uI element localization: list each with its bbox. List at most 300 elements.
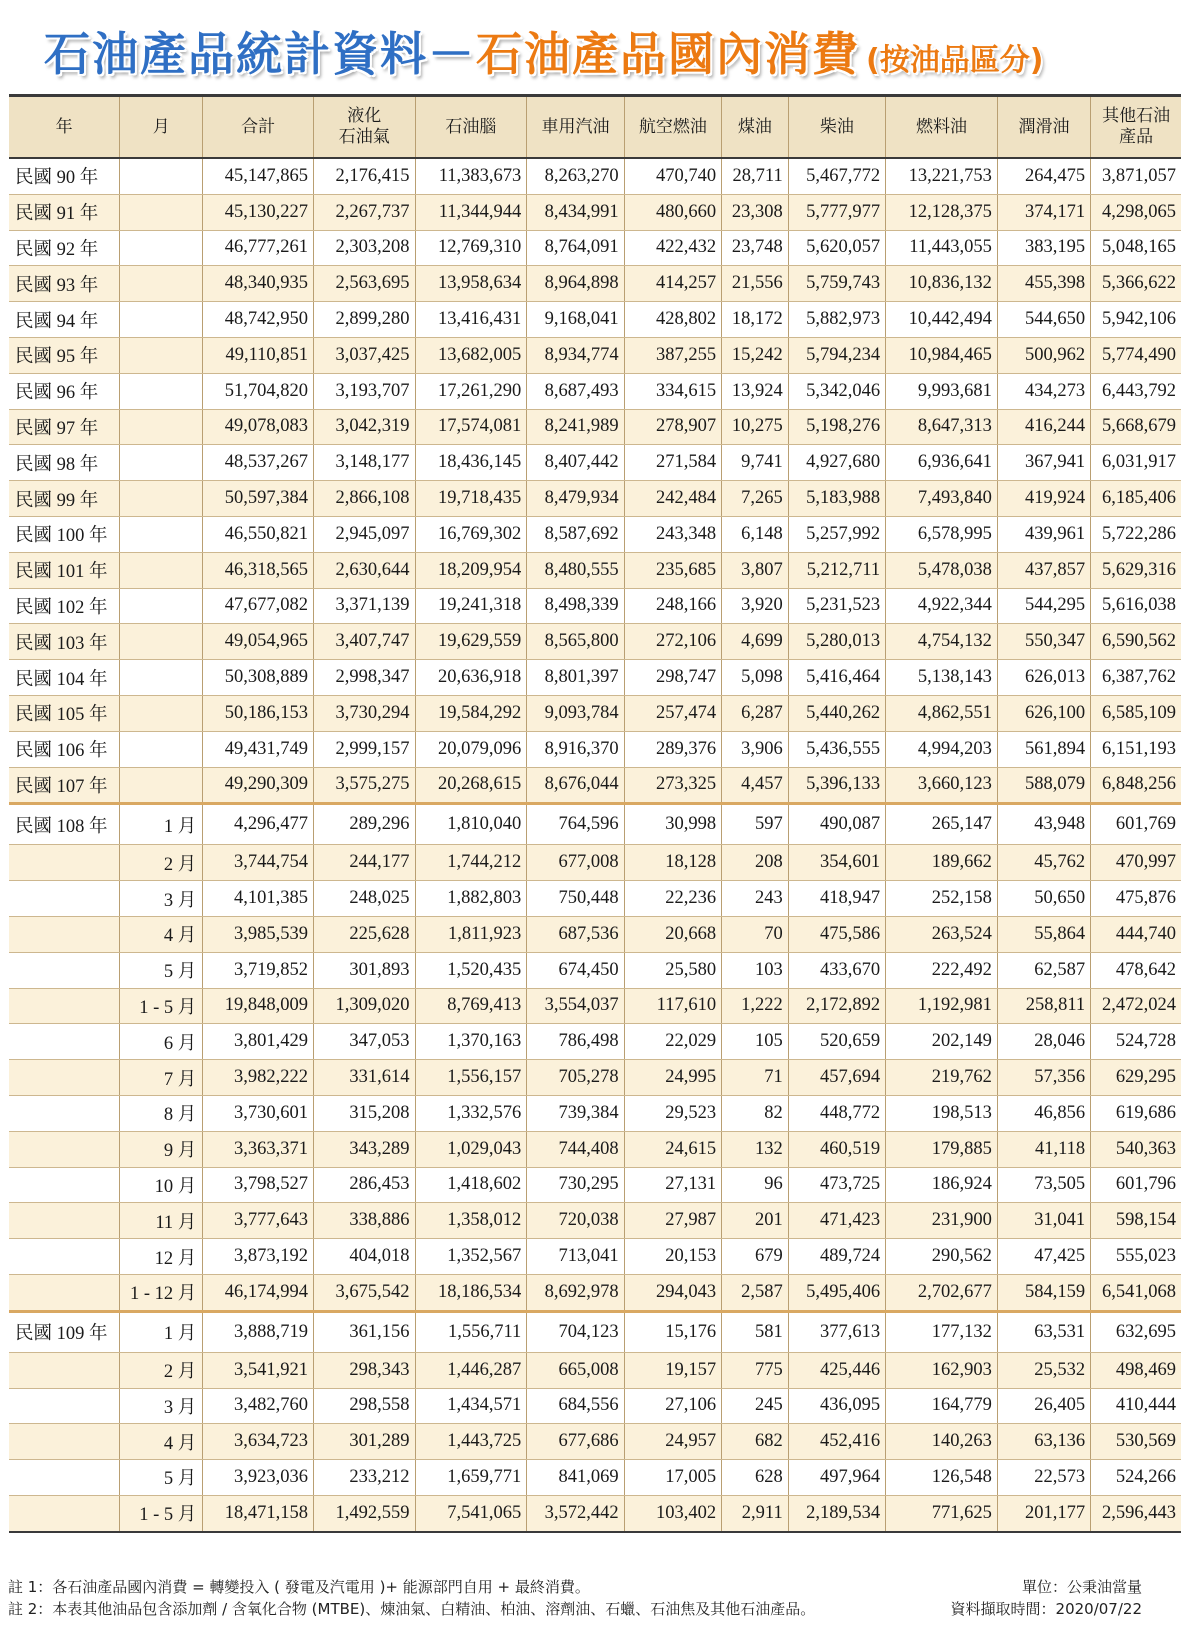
year-cell: 民國 95 年 [9, 337, 120, 373]
value-cell: 3,371,139 [314, 588, 416, 624]
value-cell: 470,997 [1091, 845, 1181, 881]
value-cell: 361,156 [314, 1311, 416, 1352]
value-cell: 273,325 [624, 767, 721, 804]
value-cell: 414,257 [624, 266, 721, 302]
year-cell: 民國 106 年 [9, 731, 120, 767]
table-row [9, 1167, 1181, 1203]
value-cell: 2,911 [722, 1495, 789, 1531]
value-cell: 367,941 [997, 445, 1090, 481]
value-cell: 588,079 [997, 767, 1090, 804]
value-cell: 7,493,840 [886, 481, 998, 517]
table-row [9, 1311, 1181, 1352]
value-cell: 271,584 [624, 445, 721, 481]
value-cell: 5,231,523 [788, 588, 885, 624]
value-cell: 243 [722, 881, 789, 917]
value-cell: 289,376 [624, 731, 721, 767]
value-cell: 6,848,256 [1091, 767, 1181, 804]
value-cell: 3,037,425 [314, 337, 416, 373]
value-cell: 189,662 [886, 845, 998, 881]
year-cell [9, 1460, 120, 1496]
value-cell: 597 [722, 804, 789, 845]
value-cell: 3,730,601 [203, 1095, 314, 1131]
consumption-table [9, 94, 1181, 1533]
value-cell: 677,686 [527, 1424, 624, 1460]
value-cell: 470,740 [624, 158, 721, 194]
value-cell: 46,174,994 [203, 1274, 314, 1311]
value-cell: 25,532 [997, 1352, 1090, 1388]
year-cell [9, 1388, 120, 1424]
value-cell: 1,556,711 [415, 1311, 527, 1352]
value-cell: 222,492 [886, 952, 998, 988]
value-cell: 5,436,555 [788, 731, 885, 767]
year-cell [9, 1060, 120, 1096]
value-cell: 471,423 [788, 1203, 885, 1239]
value-cell: 684,556 [527, 1388, 624, 1424]
value-cell: 24,995 [624, 1060, 721, 1096]
value-cell: 278,907 [624, 409, 721, 445]
table-row [9, 1352, 1181, 1388]
value-cell: 744,408 [527, 1131, 624, 1167]
value-cell: 434,273 [997, 373, 1090, 409]
value-cell: 70 [722, 916, 789, 952]
value-cell: 1,352,567 [415, 1239, 527, 1275]
value-cell: 202,149 [886, 1024, 998, 1060]
value-cell: 8,480,555 [527, 552, 624, 588]
value-cell: 343,289 [314, 1131, 416, 1167]
value-cell: 48,537,267 [203, 445, 314, 481]
value-cell: 20,153 [624, 1239, 721, 1275]
value-cell: 3,193,707 [314, 373, 416, 409]
value-cell: 5,722,286 [1091, 516, 1181, 552]
value-cell: 117,610 [624, 988, 721, 1024]
value-cell: 8,241,989 [527, 409, 624, 445]
value-cell: 63,136 [997, 1424, 1090, 1460]
value-cell: 383,195 [997, 230, 1090, 266]
value-cell: 5,280,013 [788, 624, 885, 660]
month-cell: 8 月 [120, 1095, 203, 1131]
value-cell: 374,171 [997, 194, 1090, 230]
value-cell: 1,659,771 [415, 1460, 527, 1496]
value-cell: 5,198,276 [788, 409, 885, 445]
value-cell: 8,769,413 [415, 988, 527, 1024]
value-cell: 21,556 [722, 266, 789, 302]
value-cell: 45,762 [997, 845, 1090, 881]
value-cell: 5,668,679 [1091, 409, 1181, 445]
value-cell: 46,318,565 [203, 552, 314, 588]
value-cell: 1,446,287 [415, 1352, 527, 1388]
unit-label: 單位：公秉油當量 [1021, 1578, 1142, 1596]
value-cell: 2,702,677 [886, 1274, 998, 1311]
value-cell: 27,987 [624, 1203, 721, 1239]
value-cell: 22,029 [624, 1024, 721, 1060]
month-cell: 5 月 [120, 1460, 203, 1496]
value-cell: 771,625 [886, 1495, 998, 1531]
value-cell: 179,885 [886, 1131, 998, 1167]
month-cell: 10 月 [120, 1167, 203, 1203]
value-cell: 3,801,429 [203, 1024, 314, 1060]
year-cell [9, 1095, 120, 1131]
column-header: 潤滑油 [997, 96, 1090, 159]
value-cell: 24,957 [624, 1424, 721, 1460]
value-cell: 3,554,037 [527, 988, 624, 1024]
value-cell: 764,596 [527, 804, 624, 845]
value-cell: 265,147 [886, 804, 998, 845]
year-cell: 民國 108 年 [9, 804, 120, 845]
value-cell: 480,660 [624, 194, 721, 230]
value-cell: 5,620,057 [788, 230, 885, 266]
value-cell: 5,794,234 [788, 337, 885, 373]
value-cell: 3,982,222 [203, 1060, 314, 1096]
value-cell: 9,168,041 [527, 302, 624, 338]
value-cell: 2,630,644 [314, 552, 416, 588]
value-cell: 105 [722, 1024, 789, 1060]
value-cell: 677,008 [527, 845, 624, 881]
value-cell: 17,005 [624, 1460, 721, 1496]
value-cell: 244,177 [314, 845, 416, 881]
value-cell: 5,629,316 [1091, 552, 1181, 588]
value-cell: 6,185,406 [1091, 481, 1181, 517]
value-cell: 10,275 [722, 409, 789, 445]
value-cell: 13,682,005 [415, 337, 527, 373]
value-cell: 497,964 [788, 1460, 885, 1496]
value-cell: 3,985,539 [203, 916, 314, 952]
month-cell: 6 月 [120, 1024, 203, 1060]
value-cell: 5,467,772 [788, 158, 885, 194]
table-row [9, 409, 1181, 445]
year-cell: 民國 93 年 [9, 266, 120, 302]
column-header: 煤油 [722, 96, 789, 159]
month-cell [120, 552, 203, 588]
value-cell: 530,569 [1091, 1424, 1181, 1460]
annual-rows [9, 158, 1181, 804]
value-cell: 601,796 [1091, 1167, 1181, 1203]
table-row [9, 1203, 1181, 1239]
year-cell: 民國 99 年 [9, 481, 120, 517]
value-cell: 1,556,157 [415, 1060, 527, 1096]
month-cell [120, 266, 203, 302]
value-cell: 6,151,193 [1091, 731, 1181, 767]
year-cell: 民國 100 年 [9, 516, 120, 552]
month-cell [120, 481, 203, 517]
table-row [9, 1274, 1181, 1311]
value-cell: 298,747 [624, 660, 721, 696]
value-cell: 15,242 [722, 337, 789, 373]
value-cell: 248,025 [314, 881, 416, 917]
value-cell: 50,650 [997, 881, 1090, 917]
month-cell: 1 月 [120, 1311, 203, 1352]
value-cell: 475,586 [788, 916, 885, 952]
value-cell: 7,541,065 [415, 1495, 527, 1531]
column-header: 柴油 [788, 96, 885, 159]
year-cell [9, 1274, 120, 1311]
value-cell: 11,344,944 [415, 194, 527, 230]
value-cell: 12,128,375 [886, 194, 998, 230]
value-cell: 18,471,158 [203, 1495, 314, 1531]
value-cell: 1,370,163 [415, 1024, 527, 1060]
value-cell: 544,295 [997, 588, 1090, 624]
value-cell: 6,590,562 [1091, 624, 1181, 660]
year-cell: 民國 97 年 [9, 409, 120, 445]
year-cell: 民國 94 年 [9, 302, 120, 338]
value-cell: 258,811 [997, 988, 1090, 1024]
value-cell: 626,100 [997, 695, 1090, 731]
value-cell: 9,741 [722, 445, 789, 481]
year-cell: 民國 101 年 [9, 552, 120, 588]
year-cell: 民國 98 年 [9, 445, 120, 481]
month-cell: 11 月 [120, 1203, 203, 1239]
value-cell: 43,948 [997, 804, 1090, 845]
value-cell: 5,616,038 [1091, 588, 1181, 624]
table-row [9, 1495, 1181, 1531]
value-cell: 4,994,203 [886, 731, 998, 767]
value-cell: 235,685 [624, 552, 721, 588]
month-cell [120, 158, 203, 194]
value-cell: 225,628 [314, 916, 416, 952]
year-cell [9, 1424, 120, 1460]
value-cell: 473,725 [788, 1167, 885, 1203]
value-cell: 455,398 [997, 266, 1090, 302]
value-cell: 8,407,442 [527, 445, 624, 481]
month-cell [120, 731, 203, 767]
value-cell: 3,675,542 [314, 1274, 416, 1311]
value-cell: 2,189,534 [788, 1495, 885, 1531]
value-cell: 50,597,384 [203, 481, 314, 517]
value-cell: 347,053 [314, 1024, 416, 1060]
value-cell: 5,478,038 [886, 552, 998, 588]
value-cell: 26,405 [997, 1388, 1090, 1424]
value-cell: 5,777,977 [788, 194, 885, 230]
value-cell: 433,670 [788, 952, 885, 988]
value-cell: 713,041 [527, 1239, 624, 1275]
value-cell: 63,531 [997, 1311, 1090, 1352]
value-cell: 4,298,065 [1091, 194, 1181, 230]
value-cell: 377,613 [788, 1311, 885, 1352]
value-cell: 1,811,923 [415, 916, 527, 952]
year-cell: 民國 92 年 [9, 230, 120, 266]
year-cell: 民國 90 年 [9, 158, 120, 194]
value-cell: 4,457 [722, 767, 789, 804]
value-cell: 41,118 [997, 1131, 1090, 1167]
value-cell: 1,492,559 [314, 1495, 416, 1531]
table-row [9, 552, 1181, 588]
value-cell: 9,993,681 [886, 373, 998, 409]
column-header: 年 [9, 96, 120, 159]
month-cell: 1 月 [120, 804, 203, 845]
month-cell: 3 月 [120, 881, 203, 917]
table-meta [951, 1576, 1142, 1620]
value-cell: 23,748 [722, 230, 789, 266]
value-cell: 682 [722, 1424, 789, 1460]
value-cell: 460,519 [788, 1131, 885, 1167]
value-cell: 5,183,988 [788, 481, 885, 517]
value-cell: 3,660,123 [886, 767, 998, 804]
value-cell: 4,699 [722, 624, 789, 660]
year-cell [9, 881, 120, 917]
value-cell: 628 [722, 1460, 789, 1496]
value-cell: 272,106 [624, 624, 721, 660]
value-cell: 242,484 [624, 481, 721, 517]
value-cell: 2,998,347 [314, 660, 416, 696]
value-cell: 598,154 [1091, 1203, 1181, 1239]
value-cell: 2,172,892 [788, 988, 885, 1024]
year-cell [9, 1203, 120, 1239]
year-cell [9, 1131, 120, 1167]
value-cell: 584,159 [997, 1274, 1090, 1311]
column-header: 液化 石油氣 [314, 96, 416, 159]
value-cell: 5,138,143 [886, 660, 998, 696]
value-cell: 5,882,973 [788, 302, 885, 338]
value-cell: 9,093,784 [527, 695, 624, 731]
table-row [9, 916, 1181, 952]
value-cell: 5,440,262 [788, 695, 885, 731]
value-cell: 15,176 [624, 1311, 721, 1352]
year-cell [9, 1239, 120, 1275]
month-cell: 9 月 [120, 1131, 203, 1167]
value-cell: 289,296 [314, 804, 416, 845]
month-cell [120, 695, 203, 731]
value-cell: 208 [722, 845, 789, 881]
month-cell: 2 月 [120, 1352, 203, 1388]
value-cell: 2,945,097 [314, 516, 416, 552]
value-cell: 257,474 [624, 695, 721, 731]
rows-109 [9, 1311, 1181, 1531]
year-cell: 民國 105 年 [9, 695, 120, 731]
value-cell: 4,922,344 [886, 588, 998, 624]
table-header [9, 96, 1181, 159]
value-cell: 3,363,371 [203, 1131, 314, 1167]
table-row [9, 588, 1181, 624]
month-cell: 7 月 [120, 1060, 203, 1096]
title-highlight: 石油產品國內消費 [476, 27, 860, 81]
value-cell: 20,079,096 [415, 731, 527, 767]
value-cell: 1,744,212 [415, 845, 527, 881]
value-cell: 46,550,821 [203, 516, 314, 552]
value-cell: 245 [722, 1388, 789, 1424]
month-cell [120, 373, 203, 409]
value-cell: 632,695 [1091, 1311, 1181, 1352]
table-row [9, 1095, 1181, 1131]
value-cell: 601,769 [1091, 804, 1181, 845]
value-cell: 1,309,020 [314, 988, 416, 1024]
value-cell: 132 [722, 1131, 789, 1167]
value-cell: 13,958,634 [415, 266, 527, 302]
value-cell: 331,614 [314, 1060, 416, 1096]
value-cell: 387,255 [624, 337, 721, 373]
value-cell: 19,718,435 [415, 481, 527, 517]
value-cell: 27,131 [624, 1167, 721, 1203]
month-cell: 4 月 [120, 916, 203, 952]
value-cell: 8,934,774 [527, 337, 624, 373]
value-cell: 490,087 [788, 804, 885, 845]
value-cell: 3,807 [722, 552, 789, 588]
value-cell: 422,432 [624, 230, 721, 266]
value-cell: 334,615 [624, 373, 721, 409]
value-cell: 17,574,081 [415, 409, 527, 445]
value-cell: 3,906 [722, 731, 789, 767]
value-cell: 2,999,157 [314, 731, 416, 767]
value-cell: 31,041 [997, 1203, 1090, 1239]
title-main: 石油產品統計資料－ [44, 27, 476, 81]
value-cell: 19,157 [624, 1352, 721, 1388]
value-cell: 436,095 [788, 1388, 885, 1424]
table-row [9, 1460, 1181, 1496]
value-cell: 48,340,935 [203, 266, 314, 302]
value-cell: 7,265 [722, 481, 789, 517]
value-cell: 5,774,490 [1091, 337, 1181, 373]
value-cell: 198,513 [886, 1095, 998, 1131]
value-cell: 3,541,921 [203, 1352, 314, 1388]
value-cell: 24,615 [624, 1131, 721, 1167]
table-row [9, 845, 1181, 881]
value-cell: 419,924 [997, 481, 1090, 517]
value-cell: 1,443,725 [415, 1424, 527, 1460]
table-row [9, 1131, 1181, 1167]
value-cell: 1,029,043 [415, 1131, 527, 1167]
value-cell: 49,078,083 [203, 409, 314, 445]
value-cell: 5,098 [722, 660, 789, 696]
value-cell: 45,147,865 [203, 158, 314, 194]
page-title [44, 18, 1043, 88]
value-cell: 3,871,057 [1091, 158, 1181, 194]
value-cell: 4,754,132 [886, 624, 998, 660]
value-cell: 775 [722, 1352, 789, 1388]
value-cell: 5,048,165 [1091, 230, 1181, 266]
value-cell: 704,123 [527, 1311, 624, 1352]
value-cell: 5,342,046 [788, 373, 885, 409]
value-cell: 6,578,995 [886, 516, 998, 552]
value-cell: 301,893 [314, 952, 416, 988]
value-cell: 3,798,527 [203, 1167, 314, 1203]
table-row [9, 373, 1181, 409]
table-row [9, 988, 1181, 1024]
value-cell: 5,495,406 [788, 1274, 885, 1311]
value-cell: 489,724 [788, 1239, 885, 1275]
value-cell: 17,261,290 [415, 373, 527, 409]
value-cell: 248,166 [624, 588, 721, 624]
value-cell: 3,482,760 [203, 1388, 314, 1424]
month-cell: 5 月 [120, 952, 203, 988]
column-header: 其他石油 產品 [1091, 96, 1181, 159]
value-cell: 1,882,803 [415, 881, 527, 917]
value-cell: 4,862,551 [886, 695, 998, 731]
value-cell: 5,257,992 [788, 516, 885, 552]
value-cell: 18,186,534 [415, 1274, 527, 1311]
value-cell: 264,475 [997, 158, 1090, 194]
value-cell: 720,038 [527, 1203, 624, 1239]
value-cell: 6,287 [722, 695, 789, 731]
column-header: 月 [120, 96, 203, 159]
value-cell: 786,498 [527, 1024, 624, 1060]
table-row [9, 952, 1181, 988]
column-header: 石油腦 [415, 96, 527, 159]
value-cell: 520,659 [788, 1024, 885, 1060]
table-row [9, 695, 1181, 731]
value-cell: 12,769,310 [415, 230, 527, 266]
value-cell: 1,222 [722, 988, 789, 1024]
table-row [9, 731, 1181, 767]
value-cell: 49,054,965 [203, 624, 314, 660]
month-cell [120, 624, 203, 660]
value-cell: 2,267,737 [314, 194, 416, 230]
value-cell: 8,687,493 [527, 373, 624, 409]
month-cell: 4 月 [120, 1424, 203, 1460]
column-header: 燃料油 [886, 96, 998, 159]
year-cell [9, 1024, 120, 1060]
value-cell: 3,873,192 [203, 1239, 314, 1275]
table-row [9, 624, 1181, 660]
value-cell: 674,450 [527, 952, 624, 988]
value-cell: 1,520,435 [415, 952, 527, 988]
